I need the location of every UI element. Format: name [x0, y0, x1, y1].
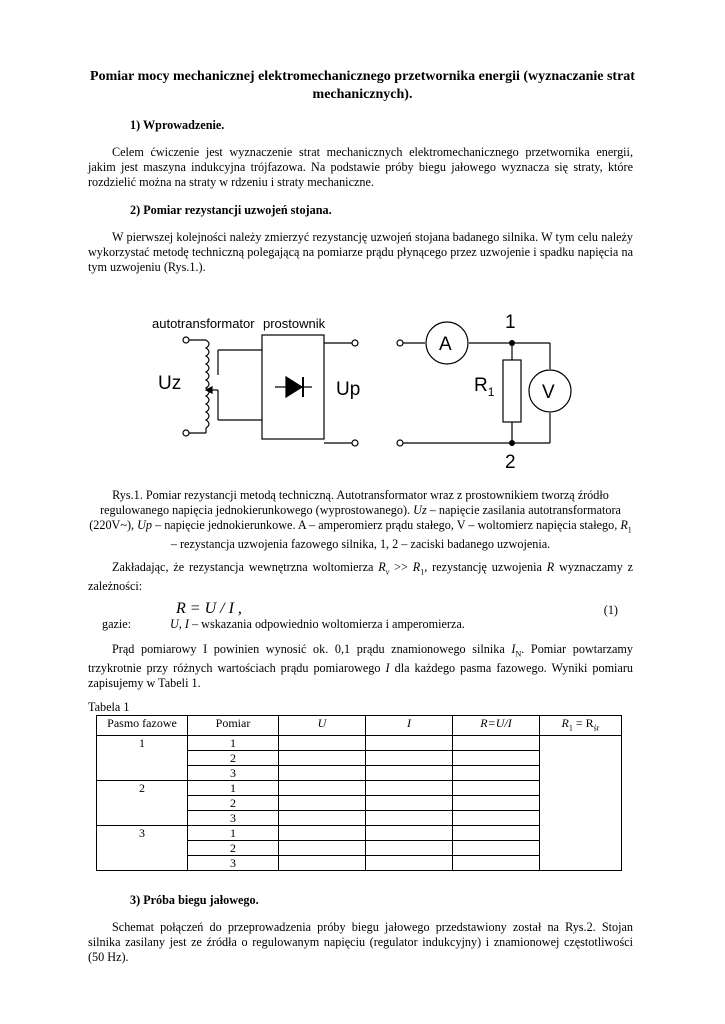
cell-empty[interactable]: [279, 796, 366, 811]
cell-empty[interactable]: [366, 856, 453, 871]
cell-measurement: 1: [188, 826, 279, 841]
cell-empty[interactable]: [453, 781, 540, 796]
cell-empty[interactable]: [366, 841, 453, 856]
section2-heading: 2) Pomiar rezystancji uzwojeń stojana.: [130, 203, 332, 217]
cell-empty[interactable]: [453, 841, 540, 856]
section3-text: Schemat połączeń do przeprowadzenia próby biegu jałowego przedstawiony został na Rys.2. Stojan silnika zasilany jest ze źródła o regulowanym napięciu (regulator indukcyjny) i znamionowej częstotliwości (50 Hz).: [88, 920, 633, 964]
label-resistor: $R_1$: [474, 375, 495, 399]
cell-empty[interactable]: [453, 751, 540, 766]
results-table: [96, 715, 622, 871]
cell-empty[interactable]: [279, 826, 366, 841]
table-label: Tabela 1: [88, 700, 130, 714]
cell-phase: 1: [97, 736, 188, 781]
label-rectifier: prostownik: [263, 316, 326, 331]
label-uz: Uz: [158, 373, 182, 394]
table-row: [97, 736, 622, 751]
cell-empty[interactable]: [279, 841, 366, 856]
cell-empty[interactable]: [453, 856, 540, 871]
cell-empty[interactable]: [453, 766, 540, 781]
header-measurement: Pomiar: [188, 716, 279, 736]
measurement-text: Prąd pomiarowy I powinien wynosić ok. 0,1 prądu znamionowego silnika $I_N$. Pomiar powtarzamy trzykrotnie przy różnych wartościach prądu pomiarowego I dla każdego pasma fazowego. Wyniki pomiaru zapisujemy w Tabeli 1.: [88, 642, 634, 691]
node-1-dot: [509, 340, 515, 346]
section1-text: Celem ćwiczenie jest wyznaczenie strat mechanicznych elektromechanicznego przetwornika energii, jakim jest maszyna indukcyjna trójfazowa. Na podstawie próby biegu jałowego wyznacza się straty, które rozdzielić można na straty w rdzeniu i straty mechaniczne.: [88, 145, 633, 189]
section2-text: W pierwszej kolejności należy zmierzyć rezystancję uzwojeń stojana badanego silnika. W tym celu należy wykorzystać metodę techniczną polegającą na pomiarze prądu płynącego przez uzwojenie i spadku napięcia na tym uzwojeniu (Rys.1.).: [88, 230, 633, 274]
cell-r1-average[interactable]: [540, 736, 622, 871]
cell-empty[interactable]: [366, 826, 453, 841]
label-node-2: 2: [505, 452, 516, 473]
node-2-dot: [509, 440, 515, 446]
terminal-in-top: [183, 337, 189, 343]
header-i: I: [366, 716, 453, 736]
label-node-1: 1: [505, 312, 516, 333]
label-ammeter: A: [439, 334, 452, 355]
section3-heading: 3) Próba biegu jałowego.: [130, 893, 259, 907]
resistor-box: [503, 360, 521, 422]
cell-measurement: 2: [188, 796, 279, 811]
cell-empty[interactable]: [366, 781, 453, 796]
document-title: Pomiar mocy mechanicznej elektromechanicznego przetwornika energii (wyznaczanie strat mechanicznych).: [90, 69, 635, 102]
cell-measurement: 1: [188, 736, 279, 751]
cell-empty[interactable]: [279, 811, 366, 826]
cell-phase: 3: [97, 826, 188, 871]
circuit-diagram: [140, 305, 580, 475]
figure-caption: Rys.1. Pomiar rezystancji metodą techniczną. Autotransformator wraz z prostownikiem tworzą źródło regulowanego napięcia jednokierunkowego (wyprostowanego). Uz – napięcie zasilania autotransformatora (220V~), Up – napięcie jednokierunkowe. A – amperomierz prądu stałego, V – woltomierz napięcia stałego, $R_1$ – rezystancja uzwojenia fazowego silnika, 1, 2 – zaciski badanego uzwojenia.: [89, 488, 632, 552]
cell-empty[interactable]: [366, 736, 453, 751]
equation-number: (1): [603, 603, 618, 617]
cell-measurement: 3: [188, 811, 279, 826]
cell-empty[interactable]: [366, 811, 453, 826]
assumption-text: Zakładając, że rezystancja wewnętrzna woltomierza $R_v >> R_1$, rezystancję uzwojenia R wyznaczamy z zależności:: [88, 560, 633, 594]
header-u: U: [279, 716, 366, 736]
cell-phase: 2: [97, 781, 188, 826]
section1-heading: 1) Wprowadzenie.: [130, 118, 225, 132]
table-header-row: [97, 716, 622, 736]
cell-empty[interactable]: [366, 766, 453, 781]
diode-symbol: [286, 377, 302, 397]
cell-measurement: 2: [188, 841, 279, 856]
cell-empty[interactable]: [366, 796, 453, 811]
header-r: R=U/I: [453, 716, 540, 736]
cell-empty[interactable]: [279, 856, 366, 871]
cell-measurement: 2: [188, 751, 279, 766]
header-r1: $R_1 = R_{śr}$: [540, 716, 622, 736]
cell-measurement: 3: [188, 856, 279, 871]
label-voltmeter: V: [542, 382, 555, 403]
cell-empty[interactable]: [279, 751, 366, 766]
cell-empty[interactable]: [279, 766, 366, 781]
cell-empty[interactable]: [453, 796, 540, 811]
label-up: Up: [336, 379, 361, 400]
equation-formula: R = U / I ,: [176, 600, 242, 617]
cell-empty[interactable]: [279, 736, 366, 751]
cell-empty[interactable]: [453, 826, 540, 841]
label-autotransformer: autotransformator: [152, 316, 255, 331]
cell-empty[interactable]: [366, 751, 453, 766]
equation-where: gazie: U, I – wskazania odpowiednio woltomierza i amperomierza.: [102, 617, 465, 631]
cell-measurement: 3: [188, 766, 279, 781]
autotransformer-coil: [206, 340, 209, 428]
cell-empty[interactable]: [453, 736, 540, 751]
cell-measurement: 1: [188, 781, 279, 796]
cell-empty[interactable]: [453, 811, 540, 826]
header-phase: Pasmo fazowe: [97, 716, 188, 736]
cell-empty[interactable]: [279, 781, 366, 796]
terminal-in-bottom: [183, 430, 189, 436]
